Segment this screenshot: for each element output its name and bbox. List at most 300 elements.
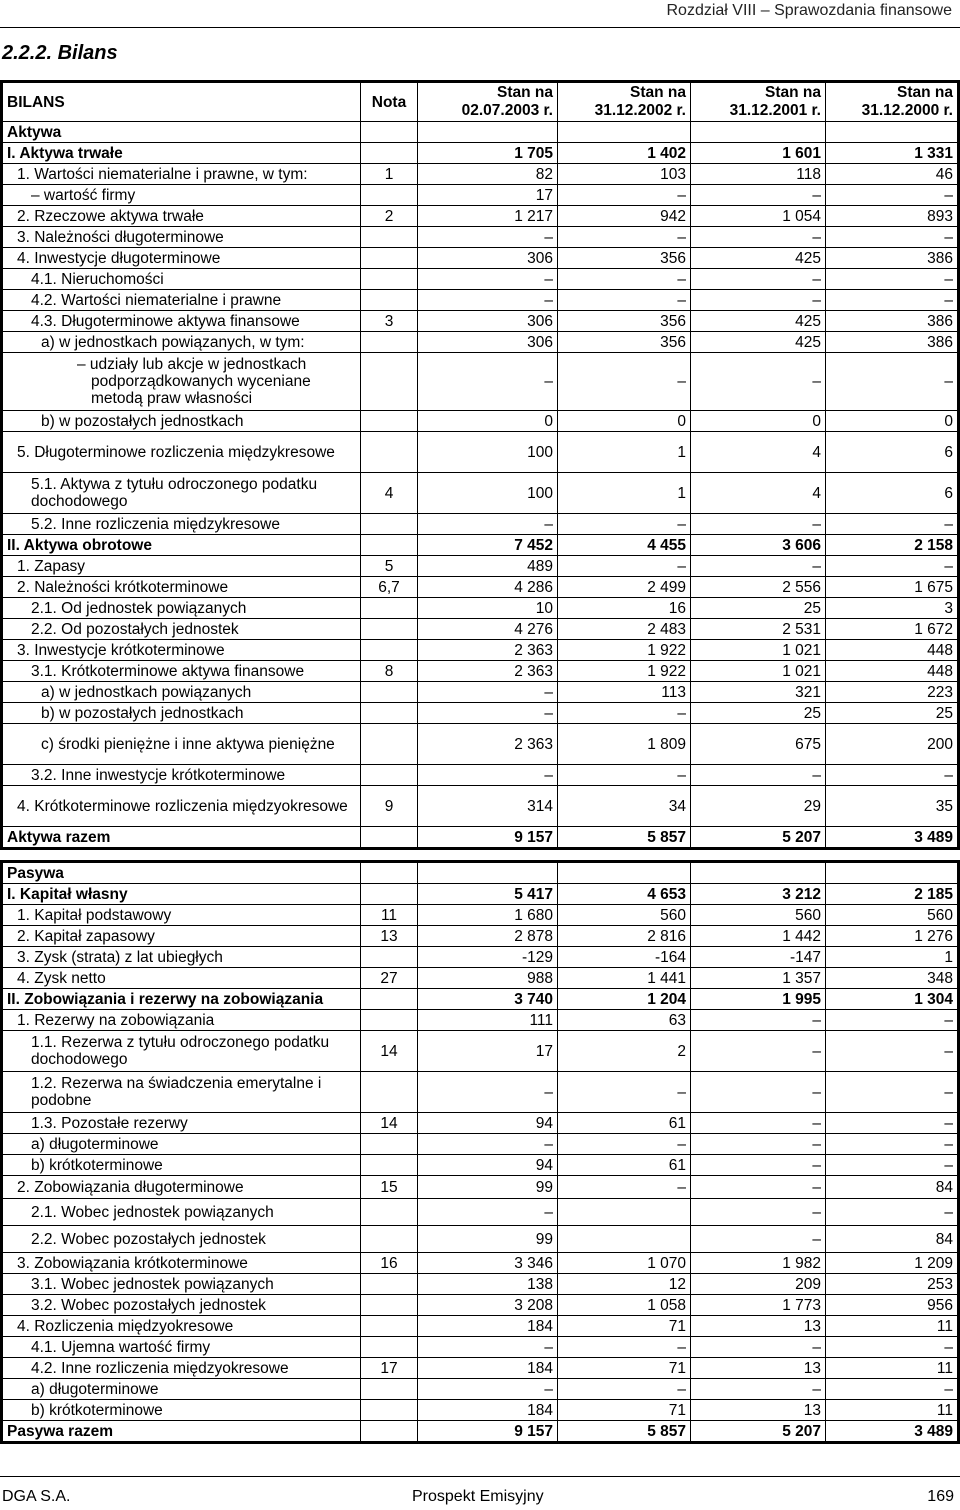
table-row [3, 122, 958, 143]
table-row [3, 1199, 958, 1226]
table-row [3, 1295, 958, 1316]
row-nota [361, 290, 418, 311]
table-row [3, 905, 958, 926]
row-nota [361, 411, 418, 432]
row-value: 4 455 [558, 535, 691, 556]
row-value: 306 [418, 248, 558, 269]
row-value: 0 [558, 411, 691, 432]
row-value: 1 276 [826, 926, 958, 947]
row-label: 2. Kapitał zapasowy [3, 926, 361, 947]
row-value: 13 [691, 1358, 826, 1379]
table-row [3, 290, 958, 311]
row-value: 29 [691, 786, 826, 827]
row-label: 5.2. Inne rozliczenia międzykresowe [3, 514, 361, 535]
row-value: – [691, 185, 826, 206]
table-row [3, 577, 958, 598]
table-row [3, 682, 958, 703]
row-value: – [826, 1113, 958, 1134]
row-label: 5. Długoterminowe rozliczenia międzykresowe [3, 432, 361, 473]
row-value: 5 417 [418, 884, 558, 905]
row-value: 1 357 [691, 968, 826, 989]
row-value: 35 [826, 786, 958, 827]
row-label: 2.1. Wobec jednostek powiązanych [3, 1199, 361, 1226]
row-label: 1. Wartości niematerialne i prawne, w tym: [3, 164, 361, 185]
row-value: 6 [826, 473, 958, 514]
row-label: b) krótkoterminowe [3, 1155, 361, 1176]
table-row [3, 968, 958, 989]
row-nota [361, 227, 418, 248]
row-nota [361, 1295, 418, 1316]
row-nota [361, 989, 418, 1010]
row-value: 6 [826, 432, 958, 473]
row-value: – [558, 765, 691, 786]
row-value: 2 499 [558, 577, 691, 598]
row-value: 17 [418, 185, 558, 206]
row-value [418, 863, 558, 884]
table-row [3, 1274, 958, 1295]
row-value: 1 922 [558, 640, 691, 661]
row-value: – [418, 290, 558, 311]
row-value: 2 363 [418, 640, 558, 661]
table-row [3, 353, 958, 411]
row-value: 1 680 [418, 905, 558, 926]
row-value: 1 [826, 947, 958, 968]
row-nota [361, 640, 418, 661]
row-nota [361, 432, 418, 473]
row-value: – [826, 269, 958, 290]
row-value: 94 [418, 1113, 558, 1134]
table-row [3, 1421, 958, 1442]
table-row [3, 556, 958, 577]
table-row [3, 227, 958, 248]
row-value: 3 346 [418, 1253, 558, 1274]
row-value: 560 [826, 905, 958, 926]
row-value: 0 [691, 411, 826, 432]
row-label: 4. Krótkoterminowe rozliczenia międzyokresowe [3, 786, 361, 827]
table-row [3, 884, 958, 905]
row-value: 1 [558, 473, 691, 514]
row-label: 3. Zysk (strata) z lat ubiegłych [3, 947, 361, 968]
row-label: 4.2. Wartości niematerialne i prawne [3, 290, 361, 311]
page-number: 169 [927, 1488, 954, 1505]
row-value [826, 122, 958, 143]
row-value: 306 [418, 311, 558, 332]
row-value: 2 531 [691, 619, 826, 640]
table-row [3, 1400, 958, 1421]
row-value: 71 [558, 1400, 691, 1421]
row-nota [361, 122, 418, 143]
row-label: b) w pozostałych jednostkach [3, 411, 361, 432]
row-value: 1 922 [558, 661, 691, 682]
row-value: – [826, 1134, 958, 1155]
row-value: – [691, 556, 826, 577]
row-label: a) długoterminowe [3, 1134, 361, 1155]
table-row [3, 535, 958, 556]
row-value: 1 773 [691, 1295, 826, 1316]
row-label: 2.2. Od pozostałych jednostek [3, 619, 361, 640]
row-label: Pasywa [3, 863, 361, 884]
liabilities-table [2, 862, 958, 1442]
col-2003: Stan na 02.07.2003 r. [418, 83, 558, 122]
row-label: 1.3. Pozostałe rezerwy [3, 1113, 361, 1134]
row-nota [361, 1199, 418, 1226]
row-value: – [691, 1337, 826, 1358]
row-value: 111 [418, 1010, 558, 1031]
row-nota [361, 269, 418, 290]
row-value: 4 [691, 432, 826, 473]
row-value: -147 [691, 947, 826, 968]
row-value: – [826, 353, 958, 411]
row-value: 5 207 [691, 827, 826, 848]
row-nota [361, 1226, 418, 1253]
row-value: – [418, 1072, 558, 1113]
row-nota: 16 [361, 1253, 418, 1274]
row-value: 4 653 [558, 884, 691, 905]
row-nota [361, 1379, 418, 1400]
row-value: 12 [558, 1274, 691, 1295]
row-label: 1. Rezerwy na zobowiązania [3, 1010, 361, 1031]
row-value: – [418, 1134, 558, 1155]
row-nota [361, 682, 418, 703]
row-value: – [418, 514, 558, 535]
row-nota [361, 1072, 418, 1113]
row-value: 9 157 [418, 827, 558, 848]
row-value: 489 [418, 556, 558, 577]
row-label: Aktywa razem [3, 827, 361, 848]
row-value: 25 [691, 703, 826, 724]
row-label: 2.1. Od jednostek powiązanych [3, 598, 361, 619]
row-value: 2 158 [826, 535, 958, 556]
row-value: 956 [826, 1295, 958, 1316]
row-value [558, 1199, 691, 1226]
row-value: 63 [558, 1010, 691, 1031]
row-label: 2. Zobowiązania długoterminowe [3, 1176, 361, 1199]
row-value: 348 [826, 968, 958, 989]
row-value: 1 982 [691, 1253, 826, 1274]
row-label: II. Zobowiązania i rezerwy na zobowiązania [3, 989, 361, 1010]
row-value: 100 [418, 473, 558, 514]
row-value [826, 863, 958, 884]
row-value: 82 [418, 164, 558, 185]
row-nota [361, 514, 418, 535]
row-value: 99 [418, 1226, 558, 1253]
row-value: – [558, 1379, 691, 1400]
row-value: 425 [691, 248, 826, 269]
row-nota: 5 [361, 556, 418, 577]
table-row [3, 765, 958, 786]
row-nota: 3 [361, 311, 418, 332]
row-value: 34 [558, 786, 691, 827]
row-value: – [558, 1176, 691, 1199]
row-value: 11 [826, 1316, 958, 1337]
footer-document: Prospekt Emisyjny [412, 1488, 544, 1505]
row-label: 1.1. Rezerwa z tytułu odroczonego podatku dochodowego [3, 1031, 361, 1072]
row-value: 1 995 [691, 989, 826, 1010]
row-label: 3. Zobowiązania krótkoterminowe [3, 1253, 361, 1274]
row-value: – [691, 765, 826, 786]
row-value: 4 [691, 473, 826, 514]
row-value: 2 363 [418, 724, 558, 765]
row-value: 2 878 [418, 926, 558, 947]
table-row [3, 164, 958, 185]
row-value: 1 331 [826, 143, 958, 164]
row-value: – [418, 353, 558, 411]
row-value: 113 [558, 682, 691, 703]
row-value: – [826, 1155, 958, 1176]
row-value: 13 [691, 1316, 826, 1337]
table-row [3, 1226, 958, 1253]
row-label: 4. Rozliczenia międzyokresowe [3, 1316, 361, 1337]
row-label: Aktywa [3, 122, 361, 143]
row-value: -129 [418, 947, 558, 968]
row-nota: 8 [361, 661, 418, 682]
row-nota: 15 [361, 1176, 418, 1199]
row-label: a) w jednostkach powiązanych [3, 682, 361, 703]
row-value: 0 [826, 411, 958, 432]
row-value: – [418, 1199, 558, 1226]
row-label: 2.2. Wobec pozostałych jednostek [3, 1226, 361, 1253]
row-nota: 4 [361, 473, 418, 514]
row-value: – [826, 514, 958, 535]
row-value: 138 [418, 1274, 558, 1295]
row-value: 1 441 [558, 968, 691, 989]
row-value: – [826, 185, 958, 206]
row-value: 314 [418, 786, 558, 827]
row-label: 3.2. Inne inwestycje krótkoterminowe [3, 765, 361, 786]
table-row [3, 989, 958, 1010]
row-value: 13 [691, 1400, 826, 1421]
row-value: 84 [826, 1176, 958, 1199]
row-nota [361, 185, 418, 206]
row-value: 448 [826, 640, 958, 661]
row-value: 425 [691, 332, 826, 353]
row-value [558, 1226, 691, 1253]
row-nota [361, 827, 418, 848]
row-value: 1 217 [418, 206, 558, 227]
row-value: 1 070 [558, 1253, 691, 1274]
row-label: 5.1. Aktywa z tytułu odroczonego podatku dochodowego [3, 473, 361, 514]
table-row [3, 1113, 958, 1134]
row-nota: 14 [361, 1031, 418, 1072]
row-value: 1 402 [558, 143, 691, 164]
row-label: I. Aktywa trwałe [3, 143, 361, 164]
row-value: 11 [826, 1358, 958, 1379]
row-value: 988 [418, 968, 558, 989]
row-nota [361, 863, 418, 884]
row-value: 118 [691, 164, 826, 185]
row-nota [361, 884, 418, 905]
row-label: a) w jednostkach powiązanych, w tym: [3, 332, 361, 353]
row-nota [361, 1400, 418, 1421]
row-value: – [826, 290, 958, 311]
row-value: – [826, 227, 958, 248]
table-row [3, 432, 958, 473]
running-header: Rozdział VIII – Sprawozdania finansowe [666, 2, 952, 19]
row-value: 17 [418, 1031, 558, 1072]
col-2001: Stan na 31.12.2001 r. [691, 83, 826, 122]
row-nota: 1 [361, 164, 418, 185]
row-label: 4.3. Długoterminowe aktywa finansowe [3, 311, 361, 332]
table-row [3, 206, 958, 227]
row-label: 3. Należności długoterminowe [3, 227, 361, 248]
assets-body [3, 83, 958, 848]
row-value: 1 442 [691, 926, 826, 947]
row-value: – [558, 703, 691, 724]
table-row [3, 724, 958, 765]
row-nota [361, 1421, 418, 1442]
row-label: 2. Rzeczowe aktywa trwałe [3, 206, 361, 227]
row-value: 3 740 [418, 989, 558, 1010]
table-row [3, 703, 958, 724]
row-value [691, 863, 826, 884]
row-value: – [558, 290, 691, 311]
table-row [3, 473, 958, 514]
row-value: 386 [826, 248, 958, 269]
col-nota: Nota [361, 83, 418, 122]
row-value: 25 [826, 703, 958, 724]
row-label: 3. Inwestycje krótkoterminowe [3, 640, 361, 661]
row-nota [361, 1274, 418, 1295]
row-value: – [691, 1134, 826, 1155]
table-row [3, 1010, 958, 1031]
row-nota: 9 [361, 786, 418, 827]
table-row [3, 1316, 958, 1337]
row-value: – [826, 556, 958, 577]
row-label: 3.1. Krótkoterminowe aktywa finansowe [3, 661, 361, 682]
row-value: 5 857 [558, 1421, 691, 1442]
row-value: – [691, 1113, 826, 1134]
row-nota [361, 1316, 418, 1337]
row-nota: 17 [361, 1358, 418, 1379]
table-row [3, 863, 958, 884]
row-value: 11 [826, 1400, 958, 1421]
row-value: 184 [418, 1358, 558, 1379]
row-nota [361, 353, 418, 411]
row-label: – wartość firmy [3, 185, 361, 206]
table-row [3, 640, 958, 661]
row-value [691, 122, 826, 143]
row-value [418, 122, 558, 143]
row-value: 1 021 [691, 661, 826, 682]
row-value: 1 705 [418, 143, 558, 164]
row-nota [361, 724, 418, 765]
row-nota: 13 [361, 926, 418, 947]
row-value: – [558, 1072, 691, 1113]
row-nota [361, 619, 418, 640]
row-value: -164 [558, 947, 691, 968]
row-value: 448 [826, 661, 958, 682]
row-value [558, 122, 691, 143]
row-label: 4. Inwestycje długoterminowe [3, 248, 361, 269]
row-nota: 11 [361, 905, 418, 926]
row-value: – [691, 290, 826, 311]
row-value: 1 021 [691, 640, 826, 661]
row-nota [361, 1337, 418, 1358]
row-label: 4.1. Nieruchomości [3, 269, 361, 290]
row-value: 209 [691, 1274, 826, 1295]
row-value: – [826, 1072, 958, 1113]
col-2000: Stan na 31.12.2000 r. [826, 83, 958, 122]
row-value: – [558, 1134, 691, 1155]
row-value: – [558, 353, 691, 411]
row-value: 61 [558, 1155, 691, 1176]
table-row [3, 311, 958, 332]
row-value: 4 286 [418, 577, 558, 598]
row-label: 4.1. Ujemna wartość firmy [3, 1337, 361, 1358]
row-value: 1 204 [558, 989, 691, 1010]
row-value: – [826, 1337, 958, 1358]
row-value: – [558, 269, 691, 290]
row-value: 2 483 [558, 619, 691, 640]
table-row [3, 185, 958, 206]
row-value: 2 363 [418, 661, 558, 682]
row-value: 61 [558, 1113, 691, 1134]
row-value: 200 [826, 724, 958, 765]
row-value: – [691, 353, 826, 411]
row-label: 1. Kapitał podstawowy [3, 905, 361, 926]
table-row [3, 926, 958, 947]
row-value: 2 556 [691, 577, 826, 598]
row-value: 1 [558, 432, 691, 473]
row-value: – [558, 227, 691, 248]
row-value: 1 675 [826, 577, 958, 598]
row-value: – [826, 1199, 958, 1226]
row-label: 4. Zysk netto [3, 968, 361, 989]
row-label: 4.2. Inne rozliczenia międzyokresowe [3, 1358, 361, 1379]
row-value: 356 [558, 311, 691, 332]
row-value: 386 [826, 311, 958, 332]
row-label: I. Kapitał własny [3, 884, 361, 905]
row-nota [361, 947, 418, 968]
row-value: – [558, 185, 691, 206]
row-value: – [691, 1031, 826, 1072]
table-row [3, 248, 958, 269]
row-value: 253 [826, 1274, 958, 1295]
row-nota [361, 1134, 418, 1155]
row-nota: 14 [361, 1113, 418, 1134]
row-label: Pasywa razem [3, 1421, 361, 1442]
row-label: a) długoterminowe [3, 1379, 361, 1400]
row-value: 25 [691, 598, 826, 619]
row-value: – [826, 1010, 958, 1031]
table-row [3, 1072, 958, 1113]
row-value: 356 [558, 248, 691, 269]
row-value: – [418, 703, 558, 724]
row-value: 7 452 [418, 535, 558, 556]
row-value: 1 058 [558, 1295, 691, 1316]
row-value: 100 [418, 432, 558, 473]
table-row [3, 1155, 958, 1176]
row-value: – [558, 1337, 691, 1358]
row-value: – [691, 1226, 826, 1253]
row-nota [361, 248, 418, 269]
row-value: 94 [418, 1155, 558, 1176]
table-row [3, 1379, 958, 1400]
row-value: – [691, 1155, 826, 1176]
table-row [3, 827, 958, 848]
row-label: b) w pozostałych jednostkach [3, 703, 361, 724]
row-value: 675 [691, 724, 826, 765]
table-row [3, 143, 958, 164]
row-nota [361, 143, 418, 164]
row-value: – [418, 682, 558, 703]
row-value: 1 809 [558, 724, 691, 765]
row-value: – [418, 227, 558, 248]
row-value: 99 [418, 1176, 558, 1199]
row-label: – udziały lub akcje w jednostkach podporządkowanych wyceniane metodą praw własności [3, 353, 361, 411]
row-value: 46 [826, 164, 958, 185]
row-label: c) środki pieniężne i inne aktywa pieniężne [3, 724, 361, 765]
